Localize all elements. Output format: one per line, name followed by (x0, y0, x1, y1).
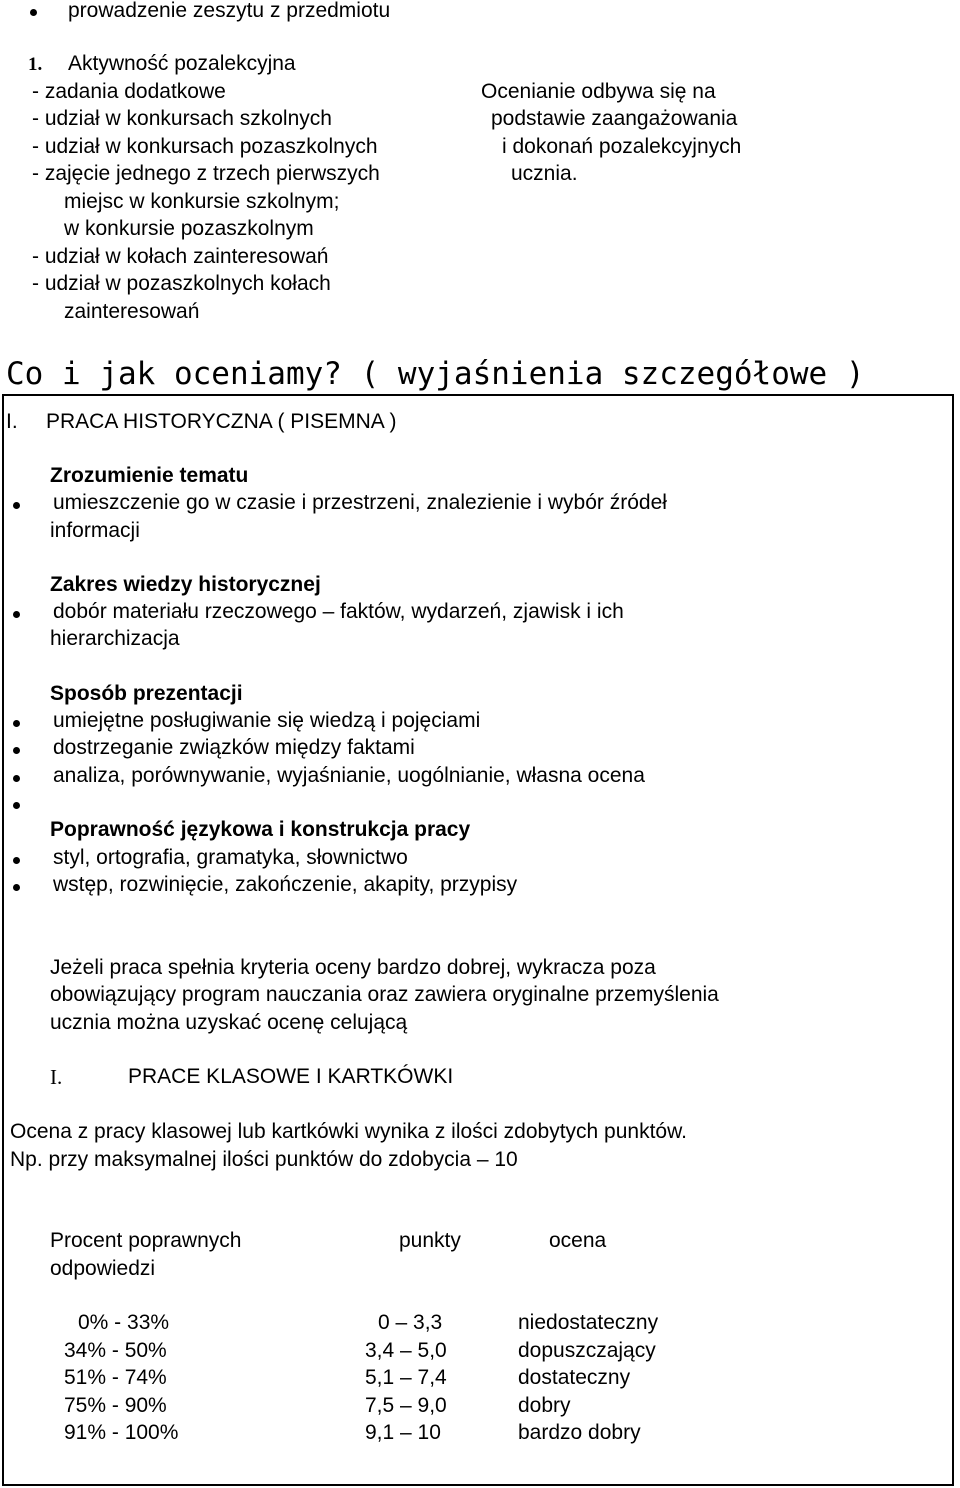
section1-note: podstawie zaangażowania (491, 107, 738, 130)
table-header-points: punkty (399, 1229, 461, 1252)
criterion-line: styl, ortografia, gramatyka, słownictwo (53, 846, 408, 869)
table-cell-percent: 75% - 90% (64, 1394, 167, 1417)
table-cell-points: 9,1 – 10 (365, 1421, 441, 1444)
criterion-line: informacji (50, 519, 140, 542)
section1-note: ucznia. (511, 162, 578, 185)
table-cell-points: 7,5 – 9,0 (365, 1394, 447, 1417)
table-cell-points: 3,4 – 5,0 (365, 1339, 447, 1362)
criterion-line: wstęp, rozwinięcie, zakończenie, akapity, przypisy (53, 873, 518, 896)
section1-item: - zadania dodatkowe (32, 80, 226, 103)
bullet-icon (13, 884, 20, 891)
table-cell-grade: niedostateczny (518, 1311, 659, 1334)
table-cell-percent: 0% - 33% (78, 1311, 170, 1334)
bullet-icon (13, 611, 20, 618)
section1-note: Ocenianie odbywa się na (481, 80, 716, 103)
table-cell-points: 0 – 3,3 (378, 1311, 443, 1334)
section1-item: - udział w konkursach pozaszkolnych (32, 135, 378, 158)
table-cell-points: 5,1 – 7,4 (365, 1366, 447, 1389)
section1-item: - udział w pozaszkolnych kołach (32, 272, 331, 295)
main-heading: Co i jak oceniamy? ( wyjaśnienia szczegółowe ) (6, 356, 865, 392)
bullet-icon (13, 747, 20, 754)
section1-title: Aktywność pozalekcyjna (68, 52, 296, 75)
bullet-icon (13, 857, 20, 864)
table-cell-percent: 51% - 74% (64, 1366, 167, 1389)
criterion-heading: Zakres wiedzy historycznej (50, 573, 321, 596)
table-cell-percent: 34% - 50% (64, 1339, 167, 1362)
criterion-line: umiejętne posługiwanie się wiedzą i pojęciami (53, 709, 481, 732)
criterion-line: analiza, porównywanie, wyjaśnianie, uogólnianie, własna ocena (53, 764, 645, 787)
part2-description: Ocena z pracy klasowej lub kartkówki wynika z ilości zdobytych punktów. (10, 1120, 687, 1143)
bullet-icon (13, 502, 20, 509)
section1-item: - zajęcie jednego z trzech pierwszych (32, 162, 380, 185)
part1-title: PRACA HISTORYCZNA ( PISEMNA ) (46, 410, 397, 433)
table-cell-grade: dopuszczający (518, 1339, 656, 1362)
celujaca-line: obowiązujący program nauczania oraz zawiera oryginalne przemyślenia (50, 983, 719, 1006)
criterion-line: hierarchizacja (50, 627, 180, 650)
part2-title: PRACE KLASOWE I KARTKÓWKI (128, 1065, 454, 1088)
table-header-grade: ocena (549, 1229, 607, 1252)
criterion-heading: Sposób prezentacji (50, 682, 243, 705)
table-cell-grade: bardzo dobry (518, 1421, 641, 1444)
section1-item: - udział w kołach zainteresowań (32, 245, 329, 268)
section1-number: 1. (28, 54, 43, 75)
table-header-percent: Procent poprawnych (50, 1229, 242, 1252)
criterion-heading: Poprawność językowa i konstrukcja pracy (50, 818, 471, 841)
criterion-line: umieszczenie go w czasie i przestrzeni, znalezienie i wybór źródeł (53, 491, 667, 514)
part2-description: Np. przy maksymalnej ilości punktów do zdobycia – 10 (10, 1148, 518, 1171)
table-cell-grade: dostateczny (518, 1366, 631, 1389)
bullet-icon (30, 9, 37, 16)
criterion-line: dostrzeganie związków między faktami (53, 736, 415, 759)
section1-item: w konkursie pozaszkolnym (64, 217, 314, 240)
bullet-icon (13, 775, 20, 782)
section1-item: miejsc w konkursie szkolnym; (64, 190, 340, 213)
table-header-percent-cont: odpowiedzi (50, 1257, 156, 1280)
table-cell-percent: 91% - 100% (64, 1421, 179, 1444)
section1-item: zainteresowań (64, 300, 200, 323)
section1-item: - udział w konkursach szkolnych (32, 107, 332, 130)
table-cell-grade: dobry (518, 1394, 571, 1417)
top-bullet-text: prowadzenie zeszytu z przedmiotu (68, 0, 391, 22)
bullet-icon (13, 802, 20, 809)
bullet-icon (13, 720, 20, 727)
part1-number: I. (6, 410, 18, 433)
criterion-line: dobór materiału rzeczowego – faktów, wydarzeń, zjawisk i ich (53, 600, 624, 623)
criterion-heading: Zrozumienie tematu (50, 464, 249, 487)
section1-note: i dokonań pozalekcyjnych (502, 135, 742, 158)
part2-number: I. (50, 1065, 63, 1089)
celujaca-line: ucznia można uzyskać ocenę celującą (50, 1011, 408, 1034)
celujaca-line: Jeżeli praca spełnia kryteria oceny bardzo dobrej, wykracza poza (50, 956, 656, 979)
